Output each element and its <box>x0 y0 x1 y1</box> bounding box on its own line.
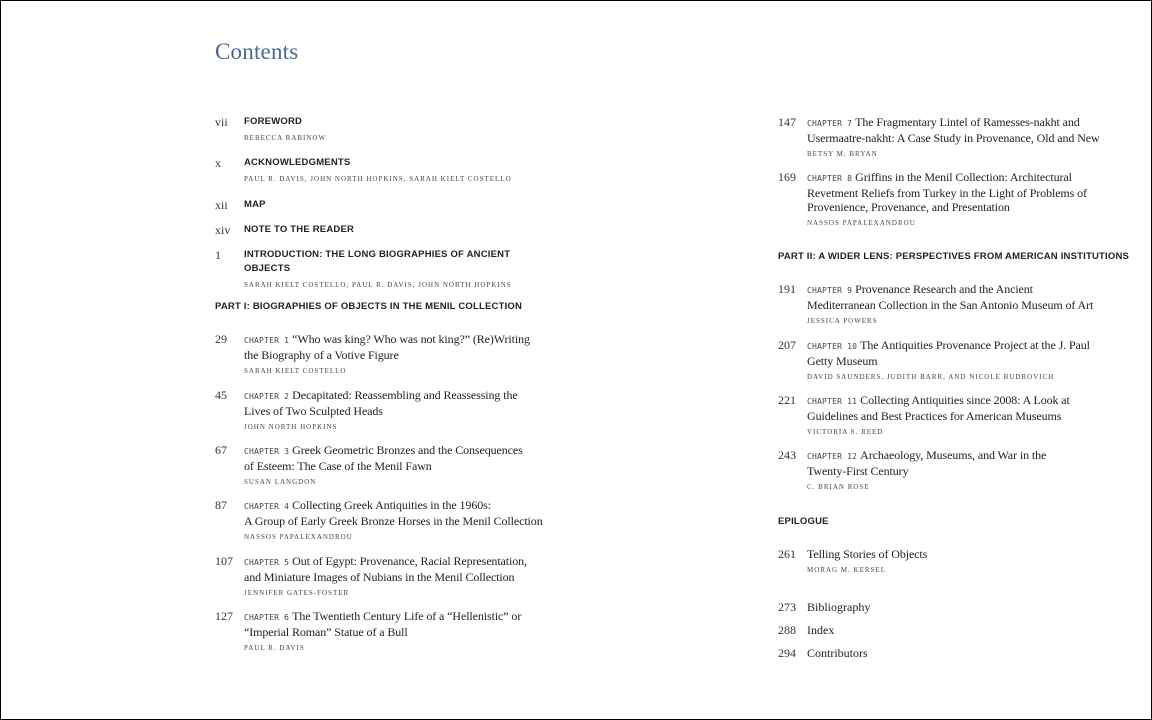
toc-entry-chapter[interactable] <box>778 115 1118 159</box>
entry-author: PAUL R. DAVIS, JOHN NORTH HOPKINS, SARAH KIELT COSTELLO <box>244 175 512 183</box>
chapter-label: CHAPTER 11 <box>807 397 858 406</box>
entry-heading: INTRODUCTION: THE LONG BIOGRAPHIES OF ANCIENT OBJECTS <box>244 249 511 274</box>
page-number: 107 <box>215 554 233 568</box>
toc-entry-chapter[interactable] <box>778 393 1118 437</box>
chapter-title-line: The Twentieth Century Life of a “Hellenistic” or <box>292 609 522 623</box>
chapter-label: CHAPTER 4 <box>244 502 290 511</box>
chapter-title-line: the Biography of a Votive Figure <box>244 348 399 362</box>
chapter-title-line: Griffins in the Menil Collection: Architectural <box>855 170 1072 184</box>
entry-heading: FOREWORD <box>244 116 303 127</box>
chapter-title-line: Collecting Antiquities since 2008: A Look at <box>860 393 1070 407</box>
page-number: 1 <box>215 248 221 262</box>
toc-entry-epilogue[interactable] <box>778 547 1118 575</box>
chapter-title-line: Mediterranean Collection in the San Antonio Museum of Art <box>807 298 1094 312</box>
chapter-label: CHAPTER 6 <box>244 613 290 622</box>
page-number: 87 <box>215 498 227 512</box>
chapter-title-line: Greek Geometric Bronzes and the Consequences <box>292 443 523 457</box>
toc-entry-chapter[interactable] <box>778 448 1118 492</box>
page-number: 243 <box>778 448 796 462</box>
toc-entry-chapter[interactable] <box>215 554 545 598</box>
chapter-title-line: Getty Museum <box>807 354 878 368</box>
page-number: 67 <box>215 443 227 457</box>
page-number: 288 <box>778 623 796 637</box>
page-number: 191 <box>778 282 796 296</box>
chapter-author: SARAH KIELT COSTELLO <box>244 367 347 375</box>
chapter-author: VICTORIA S. REED <box>807 428 884 436</box>
toc-entry-chapter[interactable] <box>215 443 545 487</box>
chapter-label: CHAPTER 3 <box>244 447 290 456</box>
page-number: 147 <box>778 115 796 129</box>
chapter-title-line: Revetment Reliefs from Turkey in the Light of Problems of <box>807 186 1087 200</box>
entry-title: Contributors <box>807 646 868 660</box>
chapter-author: NASSOS PAPALEXANDROU <box>244 533 353 541</box>
entry-heading: ACKNOWLEDGMENTS <box>244 157 351 168</box>
chapter-title-line: Usermaatre-nakht: A Case Study in Provenance, Old and New <box>807 131 1100 145</box>
entry-heading: MAP <box>244 199 266 210</box>
page-number: xii <box>215 198 228 212</box>
chapter-author: SUSAN LANGDON <box>244 478 317 486</box>
chapter-title-line: Guidelines and Best Practices for American Museums <box>807 409 1062 423</box>
toc-entry-chapter[interactable] <box>778 338 1118 382</box>
toc-entry-map[interactable] <box>215 198 545 212</box>
toc-entry-chapter[interactable] <box>215 332 545 376</box>
chapter-label: CHAPTER 9 <box>807 286 853 295</box>
chapter-author: JESSICA POWERS <box>807 317 878 325</box>
chapter-label: CHAPTER 8 <box>807 174 853 183</box>
entry-title: Index <box>807 623 835 637</box>
chapter-author: JOHN NORTH HOPKINS <box>244 423 338 431</box>
chapter-title-line: The Fragmentary Lintel of Ramesses-nakht and <box>855 115 1080 129</box>
chapter-label: CHAPTER 7 <box>807 119 853 128</box>
chapter-label: CHAPTER 12 <box>807 452 858 461</box>
entry-author: SARAH KIELT COSTELLO, PAUL R. DAVIS, JOHN NORTH HOPKINS <box>244 281 512 289</box>
chapter-label: CHAPTER 5 <box>244 558 290 567</box>
toc-entry-chapter[interactable] <box>778 170 1118 228</box>
entry-author: MORAG M. KERSEL <box>807 566 886 574</box>
part-heading: PART I: BIOGRAPHIES OF OBJECTS IN THE MENIL COLLECTION <box>215 301 523 312</box>
chapter-title-line: Twenty-First Century <box>807 464 909 478</box>
page-number: 127 <box>215 609 233 623</box>
chapter-author: PAUL R. DAVIS <box>244 644 305 652</box>
chapter-author: JENNIFER GATES-FOSTER <box>244 589 350 597</box>
chapter-label: CHAPTER 2 <box>244 392 290 401</box>
toc-entry-index[interactable] <box>778 623 1118 638</box>
chapter-title-line: The Antiquities Provenance Project at the J. Paul <box>860 338 1090 352</box>
page-number: 169 <box>778 170 796 184</box>
toc-entry-foreword[interactable] <box>215 115 545 143</box>
chapter-title-line: Out of Egypt: Provenance, Racial Representation, <box>292 554 527 568</box>
chapter-title-line: and Miniature Images of Nubians in the Menil Collection <box>244 570 515 584</box>
chapter-title-line: Collecting Greek Antiquities in the 1960s: <box>292 498 491 512</box>
chapter-title-line: Provenance Research and the Ancient <box>855 282 1033 296</box>
toc-entry-chapter[interactable] <box>215 498 545 542</box>
toc-entry-contributors[interactable] <box>778 646 1118 661</box>
chapter-author: C. BRIAN ROSE <box>807 483 870 491</box>
page-number: 45 <box>215 388 227 402</box>
page-number: 29 <box>215 332 227 346</box>
toc-entry-chapter[interactable] <box>215 609 545 653</box>
entry-title: Telling Stories of Objects <box>807 547 928 561</box>
page-number: x <box>215 156 221 170</box>
chapter-title-line: Provenience, Provenance, and Presentation <box>807 200 1010 214</box>
page-number: 261 <box>778 547 796 561</box>
part-heading: PART II: A WIDER LENS: PERSPECTIVES FROM AMERICAN INSTITUTIONS <box>778 251 1130 262</box>
chapter-title-line: Archaeology, Museums, and War in the <box>860 448 1047 462</box>
chapter-title-line: of Esteem: The Case of the Menil Fawn <box>244 459 432 473</box>
epilogue-heading: EPILOGUE <box>778 516 829 527</box>
page-number: 221 <box>778 393 796 407</box>
chapter-author: DAVID SAUNDERS, JUDITH BARR, AND NICOLE BUDROVICH <box>807 373 1055 381</box>
page-number: xiv <box>215 223 231 237</box>
toc-entry-bibliography[interactable] <box>778 600 1118 615</box>
toc-entry-chapter[interactable] <box>215 388 545 432</box>
toc-entry-acknowledgments[interactable] <box>215 156 545 184</box>
page-number: 207 <box>778 338 796 352</box>
page-title: Contents <box>215 39 299 64</box>
page-number: vii <box>215 115 228 129</box>
toc-entry-introduction[interactable] <box>215 248 545 290</box>
entry-author: REBECCA RABINOW <box>244 134 327 142</box>
entry-heading: NOTE TO THE READER <box>244 224 355 235</box>
chapter-title-line: Lives of Two Sculpted Heads <box>244 404 383 418</box>
chapter-author: NASSOS PAPALEXANDROU <box>807 219 916 227</box>
chapter-title-line: “Imperial Roman” Statue of a Bull <box>244 625 408 639</box>
chapter-author: BETSY M. BRYAN <box>807 150 878 158</box>
chapter-title-line: “Who was king? Who was not king?” (Re)Writing <box>292 332 530 346</box>
chapter-title-line: Decapitated: Reassembling and Reassessing the <box>292 388 518 402</box>
toc-entry-note-to-reader[interactable] <box>215 223 545 237</box>
chapter-label: CHAPTER 1 <box>244 336 290 345</box>
toc-entry-chapter[interactable] <box>778 282 1118 326</box>
page-number: 273 <box>778 600 796 614</box>
page-number: 294 <box>778 646 796 660</box>
chapter-title-line: A Group of Early Greek Bronze Horses in the Menil Collection <box>244 514 543 528</box>
chapter-label: CHAPTER 10 <box>807 342 858 351</box>
entry-title: Bibliography <box>807 600 871 614</box>
